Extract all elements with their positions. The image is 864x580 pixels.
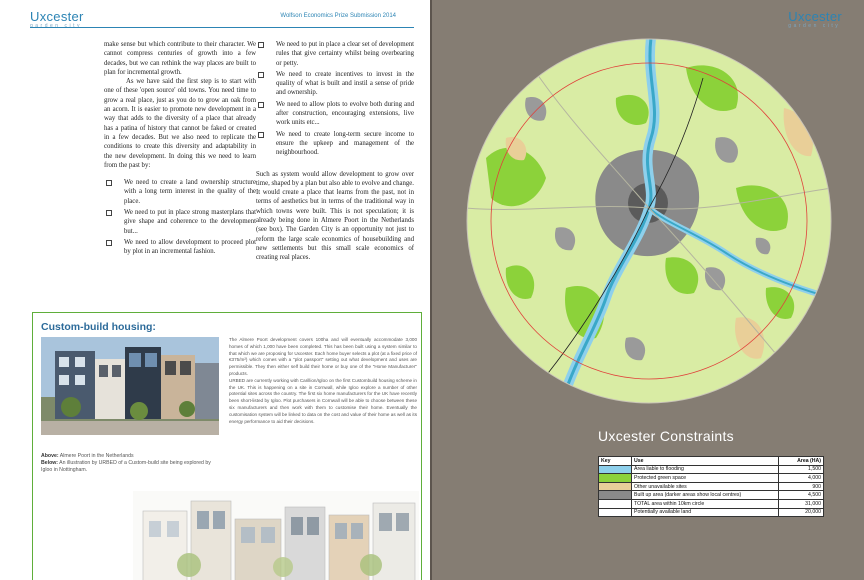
paragraph: The Almere Poort development covers 100ha and will eventually accommodate 3,000 homes of which 1,000 have been completed. This has been built using a system similar to that which we are proposing for Uxcester. Each home buyer selects a plot (at a fixed price of €375/m²) which comes with a "plot passport" setting out what development and uses are permissible. They then either self build their home or buy one of the "Home Manufacturer" products. (229, 337, 417, 376)
logo-name: Uxcester (788, 9, 842, 24)
caption-text: Almere Poort in the Netherlands (59, 453, 134, 459)
table-row (599, 465, 824, 474)
paragraph: As we have said the first step is to start with one of these 'open source' old towns. You need time to grow a real place, just as you do to grow an oak from an acorn. It is easier to promote new development in a way that adds to the diversity of a place that already has a patina of history that cannot be faked or created in a few decades. But we also need to replicate the conditions to create this diversity and adaptability in the new development. In doing this we need to learn from the past by: (104, 78, 256, 169)
logo-tagline: garden city (788, 23, 841, 29)
list-item: We need to allow development to proceed plot by plot in an incremental fashion. (104, 238, 256, 257)
table-row (599, 508, 824, 517)
list-item: We need to create long-term secure income to ensure the upkeep and management of the neighbourhood. (256, 130, 414, 158)
key-swatch (599, 491, 631, 499)
key-swatch (599, 509, 631, 517)
use-cell: Potentially available land (632, 508, 779, 517)
key-swatch-cell (599, 508, 632, 517)
key-swatch-cell (599, 465, 632, 474)
use-cell: Other unavailable sites (632, 482, 779, 491)
list-item: We need to allow plots to evolve both during and after construction, encouraging extensions, live work units etc... (256, 100, 414, 128)
column-header-use: Use (632, 457, 779, 466)
area-cell: 900 (779, 482, 824, 491)
column-header-area: Area (HA) (779, 457, 824, 466)
use-cell: Area liable to flooding (632, 465, 779, 474)
constraints-title: Uxcester Constraints (598, 428, 734, 444)
logo-tagline: garden city (30, 23, 82, 29)
header-divider (30, 27, 414, 28)
article-column-2 (256, 40, 414, 263)
paragraph: URBED are currently working with Carillion/Igloo on the first Custombuild housing scheme in the UK. This is happening on a site in Cornwall, while Igloo explore a number of other potential sites across the country. The first six home manufacturers for the UK have recently been short-listed by Igloo. Plot purchasers in Cornwall will be able to choose between these six manufacturers and then work with them to customise their home. Eventually the customisation system will be linked to data on the cost and value of their home as well as its energy performance to aid their decisions. (229, 377, 417, 424)
area-cell: 4,500 (779, 491, 824, 500)
caption-label: Above: (41, 453, 59, 459)
table-header-row (599, 457, 824, 466)
area-cell: 4,000 (779, 474, 824, 483)
caption-text: An illustration by URBED of a Custom-build site being explored by Igloo in Nottingham. (41, 460, 211, 473)
list-item: We need to put in place a clear set of development rules that give certainty whilst being overbearing or petty. (256, 40, 414, 68)
bullet-list (104, 178, 256, 256)
paragraph: make sense but which contribute to their character. We cannot compress centuries of growth into a few decades, but we can rethink the way places are built to plan for incremental growth. (104, 41, 256, 76)
use-cell: Built up area (darker areas show local centres) (632, 491, 779, 500)
photo-caption (41, 453, 221, 474)
key-swatch (599, 474, 631, 482)
key-swatch (599, 483, 631, 491)
custom-build-illustration (133, 491, 419, 580)
area-cell: 1,500 (779, 465, 824, 474)
paragraph: Such as system would allow development to grow over time, shaped by a plan but also able to evolve and change. It would create a place that learns from the past, not in terms of aesthetics but in terms of the traditional way in which towns were built. This is not speculation; it is already being done in Almere Poort in the Netherlands (see box). The Garden City is an opportunity not just to reform the large scale economics of housebuilding and new settlements but this small scale economics of creating real places. (256, 170, 414, 262)
logo-name: Uxcester (30, 9, 84, 24)
key-swatch-cell (599, 474, 632, 483)
list-item: We need to create incentives to invest in the quality of what is built and instil a sense of pride and ownership. (256, 70, 414, 98)
bullet-list (256, 40, 414, 158)
header-title: Wolfson Economics Prize Submission 2014 (280, 13, 396, 19)
article-column-1 (104, 40, 256, 259)
custom-build-text (229, 337, 417, 425)
left-page (0, 0, 430, 580)
constraints-map (466, 38, 832, 404)
use-cell: TOTAL area within 10km circle (632, 499, 779, 508)
use-cell: Protected green space (632, 474, 779, 483)
custom-build-box (32, 312, 422, 580)
uxcester-logo (788, 10, 842, 29)
area-cell: 20,000 (779, 508, 824, 517)
key-swatch-cell (599, 482, 632, 491)
custom-build-title: Custom-build housing: (41, 321, 156, 333)
table-row (599, 482, 824, 491)
table-row (599, 499, 824, 508)
caption-label: Below: (41, 460, 59, 466)
constraints-table (598, 456, 824, 517)
list-item: We need to create a land ownership structure with a long term interest in the quality of the place. (104, 178, 256, 206)
key-swatch (599, 500, 631, 508)
almere-poort-photo (41, 337, 219, 435)
column-header-key: Key (599, 457, 632, 466)
key-swatch-cell (599, 499, 632, 508)
key-swatch-cell (599, 491, 632, 500)
table-row (599, 491, 824, 500)
list-item: We need to put in place strong masterplans that give shape and coherence to the development but... (104, 208, 256, 236)
key-swatch (599, 466, 631, 474)
table-row (599, 474, 824, 483)
area-cell: 31,000 (779, 499, 824, 508)
